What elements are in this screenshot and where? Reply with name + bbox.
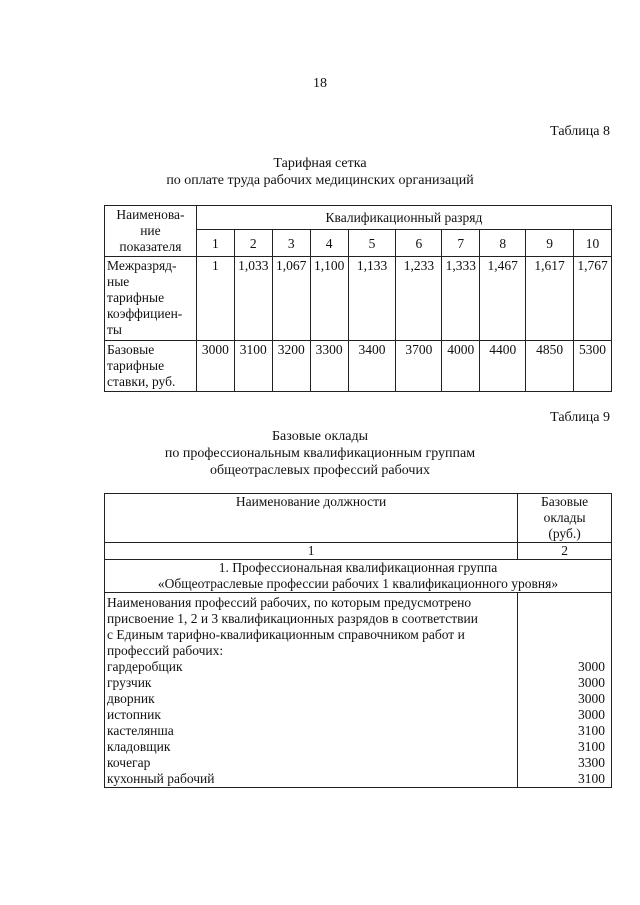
rate-label-l2: тарифные [107,358,165,373]
coef-cell: 1,767 [574,257,612,341]
table-row [105,691,612,707]
grade-cell: 8 [480,230,526,257]
rate-cell: 3000 [196,341,234,392]
rate-label-l3: ставки, руб. [107,374,176,389]
profession-salary: 3000 [518,675,612,691]
coef-label-l1: Межразряд- [107,258,177,273]
group-description-l3: с Единым тарифно-квалификационным справочником работ и [107,627,465,642]
head-position: Наименование должности [105,494,518,543]
coef-cell: 1,617 [526,257,574,341]
profession-salary: 3100 [518,771,612,788]
table9-title-line3: общеотраслевых профессий рабочих [210,463,430,478]
table8-title [0,155,640,189]
tariff-grid-table [104,205,612,392]
profession-name: дворник [105,691,518,707]
page-number: 18 [313,76,327,91]
table-row [105,755,612,771]
tariff-head-name-l2: ние [140,223,161,238]
rate-cell: 3300 [310,341,348,392]
profession-name: кухонный рабочий [105,771,518,788]
profession-salary: 3100 [518,723,612,739]
coef-cell: 1,100 [310,257,348,341]
rate-cell: 3400 [348,341,396,392]
rate-cell: 3100 [234,341,272,392]
grade-cell: 5 [348,230,396,257]
head-salary-l2: оклады [543,510,586,525]
grade-cell: 7 [442,230,480,257]
table8-label: Таблица 8 [550,124,610,139]
tariff-head-name-l3: показателя [119,239,182,254]
profession-salary: 3000 [518,659,612,675]
group-description-l1: Наименования профессий рабочих, по которым предусмотрено [107,595,472,610]
profession-name: кладовщик [105,739,518,755]
table-row [105,771,612,788]
rate-label-l1: Базовые [107,342,155,357]
group-heading-l1: 1. Профессиональная квалификационная группа [218,560,498,575]
coef-cell: 1 [196,257,234,341]
coef-row-label [105,257,197,341]
coef-label-l4: коэффициен- [107,306,183,321]
group-heading-l2: «Общеотраслевые профессии рабочих 1 квалификационного уровня» [157,576,559,591]
rate-cell: 4000 [442,341,480,392]
table9-title [0,428,640,479]
group-description-l2: присвоение 1, 2 и 3 квалификационных разрядов в соответствии [107,611,478,626]
coef-cell: 1,133 [348,257,396,341]
profession-name: истопник [105,707,518,723]
rate-cell: 3200 [272,341,310,392]
coef-label-l5: ты [107,322,122,337]
head-salary [518,494,612,543]
profession-name: кастелянша [105,723,518,739]
rate-cell: 5300 [574,341,612,392]
table9-title-line1: Базовые оклады [272,429,368,444]
rate-cell: 3700 [396,341,442,392]
col-number-2: 2 [518,543,612,560]
profession-salary: 3000 [518,707,612,723]
base-salary-table [104,493,612,788]
tariff-head-name-l1: Наименова- [116,207,185,222]
table-row [105,707,612,723]
profession-salary: 3300 [518,755,612,771]
rate-cell: 4400 [480,341,526,392]
group-description-l4: профессий рабочих: [107,643,224,658]
profession-salary: 3000 [518,691,612,707]
coef-label-l3: тарифные [107,290,165,305]
coef-cell: 1,467 [480,257,526,341]
coef-cell: 1,333 [442,257,480,341]
grade-cell: 3 [272,230,310,257]
grade-cell: 1 [196,230,234,257]
coef-cell: 1,067 [272,257,310,341]
grade-cell: 2 [234,230,272,257]
rate-row-label [105,341,197,392]
grade-cell: 9 [526,230,574,257]
grade-cell: 10 [574,230,612,257]
rate-cell: 4850 [526,341,574,392]
group-description-salary [518,593,612,660]
head-salary-l1: Базовые [540,494,589,509]
table8-title-line2: по оплате труда рабочих медицинских организаций [166,173,474,188]
table9-label: Таблица 9 [550,410,610,425]
table-row [105,723,612,739]
group-description [105,593,518,660]
coef-label-l2: ные [107,274,130,289]
col-number-1: 1 [105,543,518,560]
profession-name: грузчик [105,675,518,691]
head-salary-l3: (руб.) [548,526,581,541]
table-row [105,659,612,675]
table8-title-line1: Тарифная сетка [273,156,367,171]
grade-cell: 4 [310,230,348,257]
profession-salary: 3100 [518,739,612,755]
table9-title-line2: по профессиональным квалификационным группам [164,446,476,461]
group-heading [105,560,612,593]
table-row [105,675,612,691]
tariff-head-grade: Квалификационный разряд [196,206,611,230]
coef-cell: 1,233 [396,257,442,341]
coef-cell: 1,033 [234,257,272,341]
tariff-head-name [105,206,197,257]
profession-name: гардеробщик [105,659,518,675]
grade-cell: 6 [396,230,442,257]
table-row [105,739,612,755]
profession-name: кочегар [105,755,518,771]
